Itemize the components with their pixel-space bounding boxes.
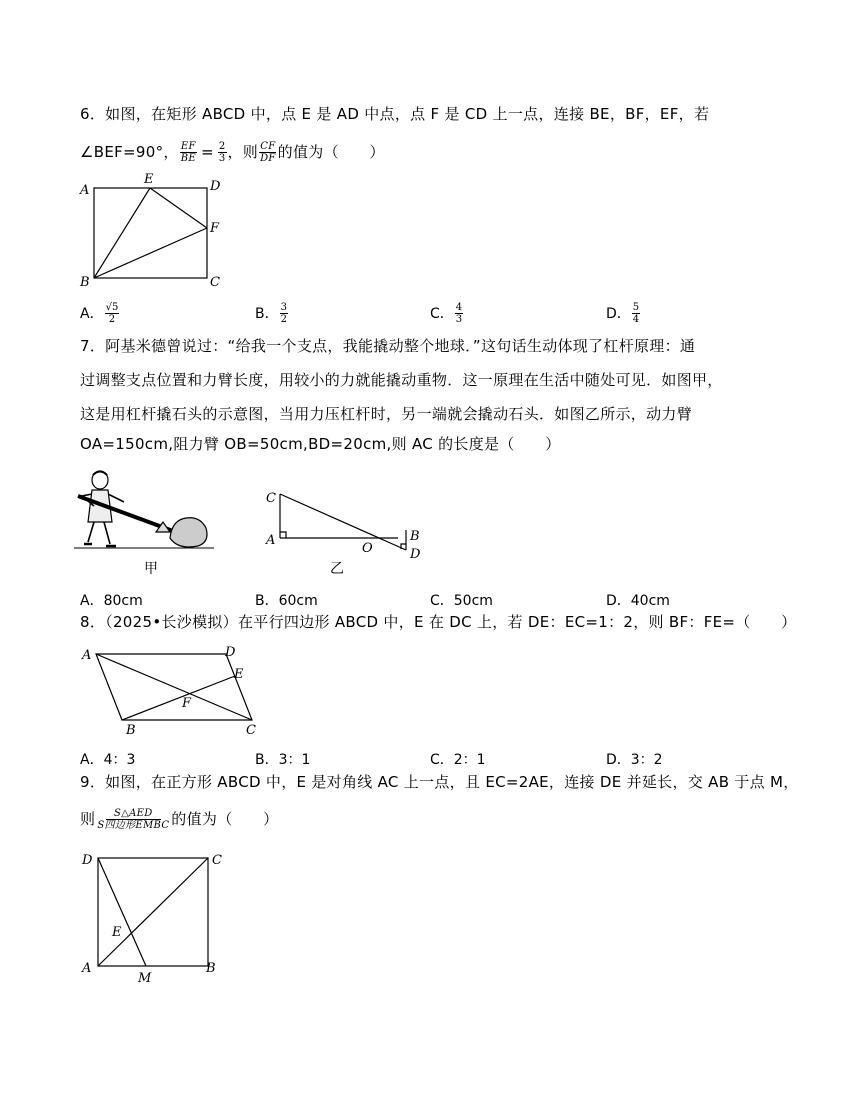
- q8-label-a: A: [82, 648, 92, 663]
- q9-label-e: E: [112, 925, 122, 940]
- q9-label-m: M: [138, 971, 152, 986]
- q6-label-a: A: [80, 183, 90, 198]
- q6-then: ，则: [227, 143, 259, 161]
- q9-area-ratio-fraction: $\frac{\text{S△AED}}{\text{S四边形EMBC}}$: [97, 807, 170, 831]
- q8-diagonal-ac: [96, 654, 252, 720]
- q6-option-d[interactable]: D． $\frac{5}{4}$: [606, 302, 640, 325]
- q8-label-f: F: [182, 696, 192, 711]
- q7-stem-line2: 过调整支点位置和力臂长度，用较小的力就能撬动重物．这一原理在生活中随处可见．如图甲，: [80, 371, 723, 389]
- q6-option-a[interactable]: A． $\frac{√5}{2}$: [80, 302, 119, 325]
- q6-question-tail: 的值为（ ）: [277, 143, 385, 161]
- q7-caption-yi: 乙: [330, 561, 344, 577]
- q9-label-a: A: [82, 961, 92, 976]
- q9-square-figure: [76, 846, 236, 986]
- q8-parallelogram-figure: [76, 640, 276, 740]
- q7-label-d: D: [410, 547, 421, 562]
- q8-stem-line1: 8．（2025•长沙模拟）在平行四边形 ABCD 中，E 在 DC 上，若 DE：EC=1：2，则 BF：FE=（ ）: [80, 613, 797, 631]
- q9-segment-dm: [98, 858, 146, 966]
- q9-label-b: B: [206, 961, 216, 976]
- q9-stem-line2: [80, 804, 278, 834]
- q7-right-angle-a: [280, 532, 286, 538]
- q8-option-b[interactable]: B．3：1: [255, 752, 311, 768]
- q7-label-o: O: [362, 541, 373, 556]
- q6-option-b[interactable]: B． $\frac{3}{2}$: [255, 302, 287, 325]
- q6-fraction-ef-be: $\frac{EF}{BE}$: [180, 140, 196, 164]
- q6-label-e: E: [144, 172, 154, 187]
- q6-angle-condition: ∠BEF=90°，: [80, 143, 179, 161]
- q6-label-f: F: [210, 221, 220, 236]
- q8-label-c: C: [246, 723, 256, 738]
- q6-stem-line1: 6．如图，在矩形 ABCD 中，点 E 是 AD 中点，点 F 是 CD 上一点，连接 BE，BF，EF，若: [80, 105, 710, 123]
- q7-caption-jia: 甲: [144, 561, 158, 577]
- q7-option-d[interactable]: D．40cm: [606, 593, 670, 609]
- q8-option-c[interactable]: C．2：1: [430, 752, 486, 768]
- q6-equals: =: [200, 143, 214, 161]
- q6-fraction-cf-df: $\frac{CF}{DF}$: [260, 140, 276, 164]
- q6-segment-bf: [94, 228, 207, 278]
- q8-label-b: B: [126, 723, 136, 738]
- q7-segment-cd: [280, 494, 406, 550]
- q7-triangle-diagram: [258, 482, 430, 574]
- q9-question-tail: 的值为（ ）: [171, 810, 279, 828]
- q8-option-d[interactable]: D．3：2: [606, 752, 663, 768]
- q8-segment-be: [122, 676, 235, 720]
- q6-segment-ef: [150, 188, 207, 228]
- q6-option-c[interactable]: C． $\frac{4}{3}$: [430, 302, 463, 325]
- q7-stem-line1: 7．阿基米德曾说过：“给我一个支点，我能撬动整个地球．”这句话生动体现了杠杆原理：通: [80, 337, 696, 355]
- q6-rectangle-figure: [76, 168, 226, 292]
- q7-label-b: B: [410, 529, 420, 544]
- q9-stem-line1: 9．如图，在正方形 ABCD 中，E 是对角线 AC 上一点，且 EC=2AE，连接 DE 并延长，交 AB 于点 M，: [80, 773, 799, 791]
- q6-label-c: C: [210, 275, 220, 290]
- q9-then: 则: [80, 810, 96, 828]
- q7-stem-line4: OA=150cm,阻力臂 OB=50cm,BD=20cm,则 AC 的长度是（ ）: [80, 435, 561, 453]
- q7-label-c: C: [266, 491, 276, 506]
- q7-label-a: A: [266, 533, 276, 548]
- q8-label-e: E: [234, 667, 244, 682]
- q9-diagonal-ac: [98, 858, 208, 966]
- q6-segment-be: [94, 188, 150, 278]
- q7-option-b[interactable]: B．60cm: [255, 593, 318, 609]
- q6-label-b: B: [80, 275, 90, 290]
- q7-stem-line3: 这是用杠杆撬石头的示意图，当用力压杠杆时，另一端就会撬动石头．如图乙所示，动力臂: [80, 405, 693, 423]
- q7-option-c[interactable]: C．50cm: [430, 593, 493, 609]
- q6-stem-line2: [80, 140, 385, 164]
- q6-rect-abcd: [94, 188, 207, 278]
- q9-label-c: C: [212, 853, 222, 868]
- q8-option-a[interactable]: A．4：3: [80, 752, 136, 768]
- q6-fraction-two-thirds: $\frac{2}{3}$: [218, 140, 226, 164]
- q7-option-a[interactable]: A．80cm: [80, 593, 143, 609]
- q6-label-d: D: [210, 179, 221, 194]
- q8-label-d: D: [225, 645, 236, 660]
- q9-label-d: D: [82, 853, 93, 868]
